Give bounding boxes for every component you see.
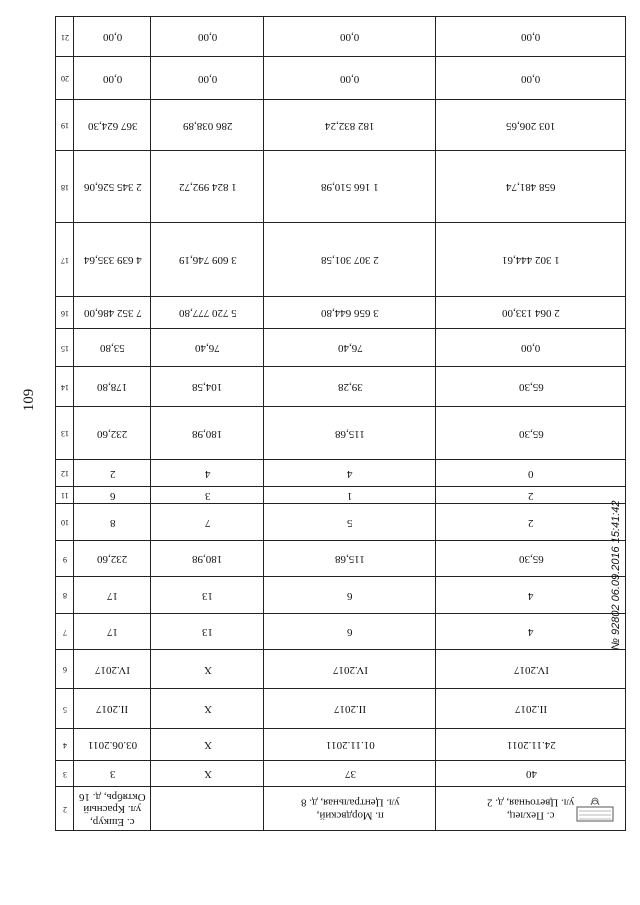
column-number-text: 8 [63, 591, 67, 600]
column-number [56, 151, 74, 223]
column-number [56, 407, 74, 460]
cell-value: п. Мордвский, ул. Центральная, д. 8 [300, 797, 400, 822]
cell-value: 232,60 [97, 427, 128, 440]
column-number-text: 2 [63, 804, 67, 814]
table-cell [74, 761, 151, 787]
cell-value: 3 609 746,19 [178, 254, 237, 266]
table-cell [436, 577, 626, 614]
table-cell [436, 650, 626, 689]
cell-value: 1 824 992,72 [178, 181, 237, 193]
table-cell [264, 367, 436, 407]
table-cell [436, 729, 626, 761]
cell-value: 5 [347, 516, 353, 529]
cell-value: 0,00 [340, 72, 360, 85]
column-number [56, 729, 74, 761]
table-cell [74, 460, 151, 487]
table-cell [436, 487, 626, 504]
cell-value: 180,98 [192, 427, 223, 440]
column-number-text: 6 [63, 665, 67, 674]
table-cell [264, 577, 436, 614]
table-cell [436, 17, 626, 57]
cell-value: 658 481,74 [506, 181, 556, 193]
table-cell [74, 329, 151, 367]
table-cell [151, 761, 264, 787]
cell-value: 39,28 [337, 381, 363, 393]
cell-value: 4 [204, 467, 211, 480]
cell-value: 0,00 [521, 342, 541, 354]
table-cell [264, 17, 436, 57]
table-cell [74, 57, 151, 100]
cell-value: 37 [344, 768, 356, 780]
table-cell [74, 100, 151, 151]
table-cell [264, 329, 436, 367]
table-cell [436, 541, 626, 577]
cell-value: X [203, 739, 212, 751]
table-cell [264, 57, 436, 100]
table-cell [436, 329, 626, 367]
column-number-text: 12 [61, 469, 69, 478]
table-cell [264, 650, 436, 689]
table-cell [74, 689, 151, 729]
column-number-text: 5 [63, 704, 67, 714]
column-number-text: 13 [61, 429, 69, 438]
table-cell [264, 223, 436, 297]
cell-value: 76,40 [337, 342, 363, 354]
column-number-text: 7 [63, 627, 67, 637]
column-number [56, 504, 74, 541]
table-cell [264, 614, 436, 650]
column-number [56, 650, 74, 689]
cell-value: II.2017 [96, 703, 129, 715]
cell-value: 180,98 [192, 553, 223, 565]
table-cell [151, 614, 264, 650]
table-cell [436, 367, 626, 407]
table-cell [151, 57, 264, 100]
table-cell [264, 541, 436, 577]
cell-value: 0,00 [102, 31, 123, 43]
cell-value: 7 [204, 516, 211, 529]
cell-value: 0,00 [197, 72, 218, 85]
cell-value: 2 [528, 489, 534, 502]
table-cell [436, 460, 626, 487]
cell-value: 53,80 [100, 342, 125, 354]
cell-value: 65,30 [518, 381, 544, 393]
table-cell [74, 577, 151, 614]
table-cell [264, 729, 436, 761]
column-number [56, 787, 74, 831]
rotated-table [55, 16, 625, 830]
column-number-text: 10 [61, 518, 69, 527]
cell-value: 178,80 [97, 381, 128, 393]
cell-value: 0,00 [521, 72, 541, 85]
table-cell [151, 650, 264, 689]
table-cell [436, 761, 626, 787]
table-cell [151, 577, 264, 614]
cell-value: 7 352 486,00 [83, 307, 142, 319]
table-cell [264, 407, 436, 460]
column-number [56, 541, 74, 577]
table-cell [151, 297, 264, 329]
cell-value: II.2017 [333, 703, 367, 715]
table-cell [151, 689, 264, 729]
column-number-text: 9 [63, 554, 67, 564]
cell-value: 115,68 [335, 427, 365, 440]
cell-value: с. Ешкур, ул. Красный Октябрь, д. 16 [79, 790, 146, 828]
cell-value: 3 656 644,80 [321, 307, 379, 319]
cell-value: 4 [347, 467, 353, 480]
column-number-text: 15 [61, 343, 69, 353]
column-number-text: 17 [61, 255, 69, 265]
cell-value: 6 [347, 626, 353, 638]
table-cell [151, 460, 264, 487]
cell-value: IV.2017 [513, 663, 549, 676]
table-cell [264, 100, 436, 151]
cell-value: X [203, 703, 212, 715]
seal-icon [575, 793, 615, 828]
table-cell [74, 787, 151, 831]
table-cell [151, 729, 264, 761]
cell-value: 286 038,89 [182, 119, 233, 132]
cell-value: X [203, 768, 212, 780]
cell-value: 2 345 526,06 [83, 181, 142, 193]
column-number-text: 20 [61, 74, 69, 83]
cell-value: 6 [347, 589, 353, 602]
table-cell [436, 407, 626, 460]
cell-value: 2 [528, 516, 534, 529]
table-cell [151, 329, 264, 367]
table-cell [74, 650, 151, 689]
column-number-text: 19 [61, 121, 69, 130]
table-cell [151, 100, 264, 151]
cell-value: 4 [528, 626, 534, 638]
cell-value: 4 639 335,64 [83, 254, 142, 266]
table-cell [151, 504, 264, 541]
cell-value: 0,00 [340, 31, 360, 43]
cell-value: 3 [204, 489, 211, 502]
table-cell [264, 297, 436, 329]
column-number-text: 16 [61, 308, 69, 318]
column-number [56, 329, 74, 367]
column-number-text: 21 [61, 32, 69, 42]
table-cell [264, 787, 436, 831]
table-cell [151, 17, 264, 57]
cell-value: IV.2017 [332, 663, 368, 676]
table-cell [436, 614, 626, 650]
table-cell [264, 460, 436, 487]
cell-value: 0,00 [521, 31, 541, 43]
table-cell [436, 504, 626, 541]
column-number [56, 57, 74, 100]
cell-value: 03.06.2011 [87, 739, 138, 751]
table-cell [74, 151, 151, 223]
cell-value: 2 064 133,00 [502, 307, 560, 319]
column-number [56, 17, 74, 57]
cell-value: X [203, 663, 212, 676]
table-cell [436, 689, 626, 729]
cell-value: 182 832,24 [325, 119, 375, 132]
table-cell [264, 504, 436, 541]
column-number [56, 367, 74, 407]
page-number: 109 [20, 388, 37, 412]
cell-value: 8 [109, 516, 116, 529]
cell-value: II.2017 [514, 703, 548, 715]
table-cell [264, 761, 436, 787]
cell-value: 232,60 [97, 553, 128, 565]
cell-value: 0,00 [197, 31, 218, 43]
cell-value: 5 720 777,80 [178, 307, 237, 319]
table-cell [74, 614, 151, 650]
table-cell [264, 487, 436, 504]
cell-value: 17 [107, 589, 118, 602]
column-number-text: 11 [61, 491, 69, 500]
table-grid [55, 16, 626, 831]
cell-value: 1 166 510,98 [321, 181, 379, 193]
table-cell [74, 17, 151, 57]
table-cell [151, 367, 264, 407]
cell-value: 2 307 301,58 [321, 254, 379, 266]
table-cell [436, 100, 626, 151]
table-cell [436, 151, 626, 223]
column-number [56, 761, 74, 787]
column-number [56, 100, 74, 151]
table-cell [436, 297, 626, 329]
column-number [56, 614, 74, 650]
table-cell [151, 223, 264, 297]
cell-value: 0,00 [102, 72, 123, 85]
column-number [56, 460, 74, 487]
table-cell [74, 504, 151, 541]
cell-value: с. Пехлец, ул. Цветочная, д. 2 [487, 797, 575, 822]
cell-value: 3 [109, 768, 116, 780]
table-cell [74, 541, 151, 577]
column-number [56, 577, 74, 614]
column-number [56, 223, 74, 297]
cell-value: 40 [525, 768, 537, 780]
cell-value: 13 [202, 589, 213, 602]
table-cell [436, 57, 626, 100]
cell-value: 1 [347, 489, 353, 502]
cell-value: 1 302 444,61 [502, 254, 560, 266]
cell-value: 24.11.2011 [506, 739, 556, 751]
table-cell [151, 151, 264, 223]
cell-value: IV.2017 [95, 663, 130, 676]
table-cell [74, 367, 151, 407]
column-number [56, 297, 74, 329]
table-cell [264, 689, 436, 729]
table-cell [151, 487, 264, 504]
table-cell [151, 541, 264, 577]
table-cell [436, 223, 626, 297]
column-number-text: 14 [61, 382, 69, 392]
table-cell [74, 407, 151, 460]
table-cell [74, 223, 151, 297]
cell-value: 01.11.2011 [325, 739, 375, 751]
cell-value: 4 [528, 589, 534, 602]
cell-value: 104,58 [192, 381, 223, 393]
cell-value: 65,30 [518, 553, 544, 565]
table-cell [151, 787, 264, 831]
column-number-text: 3 [63, 769, 67, 779]
cell-value: 76,40 [195, 342, 220, 354]
column-number-text: 4 [63, 740, 67, 750]
column-number-text: 18 [61, 182, 69, 192]
cell-value: 17 [107, 626, 118, 638]
column-number [56, 487, 74, 504]
table-cell [74, 487, 151, 504]
cell-value: 13 [202, 626, 213, 638]
table-cell [264, 151, 436, 223]
cell-value: 6 [109, 489, 116, 502]
column-number [56, 689, 74, 729]
cell-value: 0 [528, 467, 534, 480]
table-cell [151, 407, 264, 460]
cell-value: 65,30 [518, 427, 544, 440]
registration-stamp: № 92802 06.09.2016 15:41:42 [610, 500, 622, 650]
cell-value: 367 624,30 [87, 119, 138, 132]
table-cell [74, 297, 151, 329]
cell-value: 115,68 [335, 553, 365, 565]
cell-value: 103 206,65 [506, 119, 556, 132]
cell-value: 2 [109, 467, 116, 480]
table-cell [74, 729, 151, 761]
